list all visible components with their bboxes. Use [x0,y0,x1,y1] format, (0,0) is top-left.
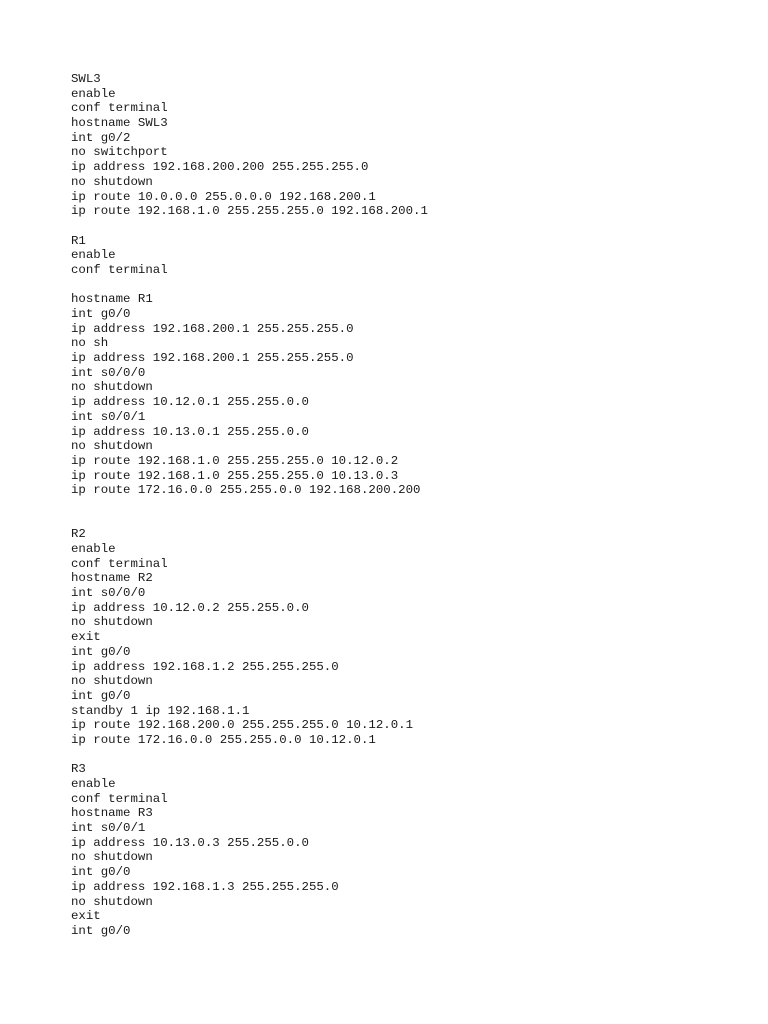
config-line: int s0/0/0 [71,586,146,601]
config-line: int s0/0/1 [71,409,146,424]
config-line: conf terminal [71,791,168,806]
config-line: enable [71,542,116,556]
config-line: hostname R2 [71,571,153,586]
config-line: int s0/0/0 [71,365,146,380]
config-line: enable [71,777,116,791]
blank-line [71,748,751,763]
config-line: ip route 172.16.0.0 255.255.0.0 10.12.0.1 [71,732,376,747]
config-line: int g0/0 [71,688,131,703]
blank-line [71,278,751,293]
config-line: int g0/0 [71,644,131,659]
config-line: exit [71,909,101,924]
config-line: ip route 192.168.1.0 255.255.255.0 192.168.200.1 [71,204,428,219]
config-line: no sh [71,336,109,351]
config-line: int g0/0 [71,923,131,938]
config-line: ip address 10.13.0.1 255.255.0.0 [71,424,309,439]
blank-line [71,219,751,234]
config-line: int g0/0 [71,865,131,880]
config-line: ip address 10.12.0.1 255.255.0.0 [71,395,309,410]
config-line: ip route 192.168.200.0 255.255.255.0 10.12.0.1 [71,718,414,733]
blank-line [71,513,751,528]
config-line: ip address 10.13.0.3 255.255.0.0 [71,835,309,850]
config-line: no shutdown [71,850,153,865]
config-line: enable [71,248,116,263]
config-line: ip address 192.168.1.2 255.255.255.0 [71,659,339,674]
config-line: ip route 192.168.1.0 255.255.255.0 10.12.0.2 [71,453,399,468]
config-line: ip route 10.0.0.0 255.0.0.0 192.168.200.1 [71,189,376,204]
config-line: ip address 192.168.200.200 255.255.255.0 [71,160,369,175]
config-line: conf terminal [71,556,168,571]
config-line: no shutdown [71,380,153,395]
config-line: no shutdown [71,439,153,454]
config-line: ip address 192.168.200.1 255.255.255.0 [71,351,354,366]
config-line: no shutdown [71,174,153,189]
config-line: int s0/0/1 [71,821,146,836]
config-line: hostname R1 [71,292,153,307]
config-line: ip address 192.168.1.3 255.255.255.0 [71,879,339,894]
config-line: int g0/2 [71,130,131,145]
config-line: ip address 10.12.0.2 255.255.0.0 [71,600,309,615]
blank-line [71,498,751,513]
config-line: int g0/0 [71,307,131,321]
config-line: R3 [71,762,86,777]
config-line: R1 [71,233,86,248]
config-line: SWL3 [71,72,101,86]
config-line: no shutdown [71,615,153,630]
config-line: no shutdown [71,674,153,689]
config-document [71,72,751,939]
config-line: conf terminal [71,262,168,277]
config-line: ip address 192.168.200.1 255.255.255.0 [71,321,354,336]
config-line: conf terminal [71,101,168,116]
config-line: standby 1 ip 192.168.1.1 [71,703,250,718]
config-line: R2 [71,527,86,542]
config-line: hostname R3 [71,806,153,821]
config-line: no switchport [71,145,168,160]
config-line: enable [71,86,116,101]
config-line: exit [71,630,101,645]
config-line: ip route 192.168.1.0 255.255.255.0 10.13.0.3 [71,468,399,483]
config-line: hostname SWL3 [71,116,168,131]
config-line: no shutdown [71,894,153,909]
config-line: ip route 172.16.0.0 255.255.0.0 192.168.200.200 [71,483,421,498]
